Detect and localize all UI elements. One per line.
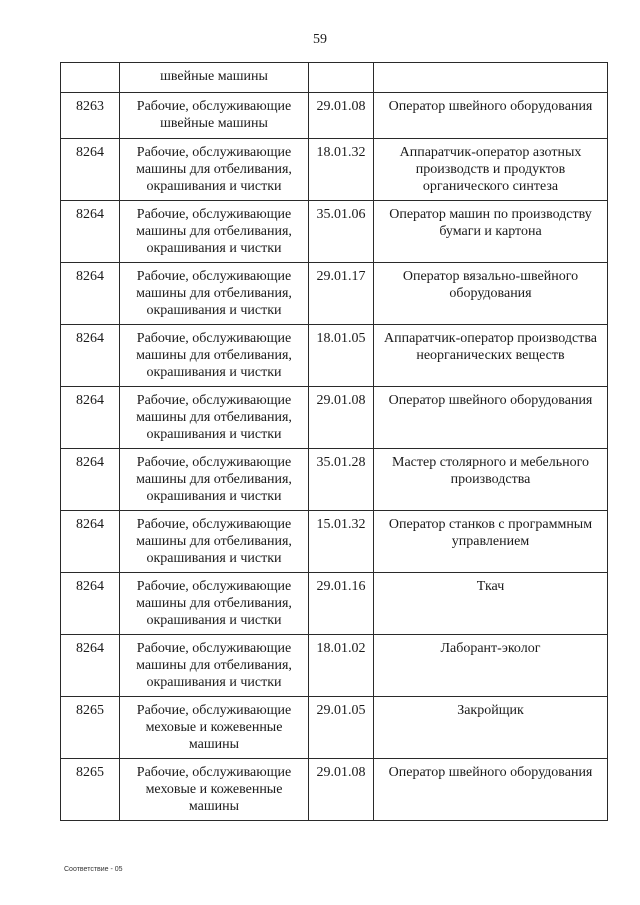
code-cell: 8265 [61,697,120,759]
group-cell: Рабочие, обслуживающие машины для отбеливания, окрашивания и чистки [120,573,309,635]
code-cell: 8264 [61,325,120,387]
okz-code-cell: 35.01.06 [309,201,374,263]
table-row [61,635,608,697]
code-cell: 8264 [61,573,120,635]
okz-code-cell: 29.01.08 [309,93,374,139]
code-cell: 8264 [61,387,120,449]
table-row [61,325,608,387]
group-cell: Рабочие, обслуживающие машины для отбеливания, окрашивания и чистки [120,511,309,573]
profession-cell [374,63,608,93]
okz-code-cell: 15.01.32 [309,511,374,573]
group-cell: Рабочие, обслуживающие меховые и кожевенные машины [120,697,309,759]
code-cell: 8264 [61,139,120,201]
group-cell: швейные машины [120,63,309,93]
table-row [61,759,608,821]
profession-cell: Оператор машин по производству бумаги и картона [374,201,608,263]
group-cell: Рабочие, обслуживающие швейные машины [120,93,309,139]
group-cell: Рабочие, обслуживающие меховые и кожевенные машины [120,759,309,821]
okz-code-cell: 29.01.05 [309,697,374,759]
table-row [61,263,608,325]
profession-cell: Лаборант-эколог [374,635,608,697]
table-row [61,63,608,93]
profession-cell: Оператор вязально-швейного оборудования [374,263,608,325]
okz-code-cell [309,63,374,93]
group-cell: Рабочие, обслуживающие машины для отбеливания, окрашивания и чистки [120,449,309,511]
okz-code-cell: 18.01.32 [309,139,374,201]
okz-code-cell: 18.01.02 [309,635,374,697]
profession-cell: Закройщик [374,697,608,759]
profession-cell: Аппаратчик-оператор производства неорганических веществ [374,325,608,387]
okz-code-cell: 29.01.17 [309,263,374,325]
profession-cell: Оператор станков с программным управлением [374,511,608,573]
profession-cell: Оператор швейного оборудования [374,93,608,139]
code-cell: 8264 [61,635,120,697]
page-number: 59 [313,32,327,47]
table-row [61,93,608,139]
profession-cell: Аппаратчик-оператор азотных производств и продуктов органического синтеза [374,139,608,201]
code-cell: 8264 [61,201,120,263]
group-cell: Рабочие, обслуживающие машины для отбеливания, окрашивания и чистки [120,387,309,449]
table-row [61,387,608,449]
table-row [61,697,608,759]
group-cell: Рабочие, обслуживающие машины для отбеливания, окрашивания и чистки [120,635,309,697]
table-row [61,449,608,511]
group-cell: Рабочие, обслуживающие машины для отбеливания, окрашивания и чистки [120,325,309,387]
okz-code-cell: 29.01.16 [309,573,374,635]
okz-code-cell: 18.01.05 [309,325,374,387]
table-row [61,201,608,263]
code-cell: 8264 [61,511,120,573]
code-cell: 8265 [61,759,120,821]
profession-table [60,62,608,821]
code-cell: 8264 [61,263,120,325]
code-cell [61,63,120,93]
code-cell: 8264 [61,449,120,511]
table-row [61,139,608,201]
profession-cell: Оператор швейного оборудования [374,759,608,821]
okz-code-cell: 35.01.28 [309,449,374,511]
profession-cell: Оператор швейного оборудования [374,387,608,449]
profession-cell: Мастер столярного и мебельного производства [374,449,608,511]
okz-code-cell: 29.01.08 [309,387,374,449]
code-cell: 8263 [61,93,120,139]
profession-cell: Ткач [374,573,608,635]
footer-note: Соответствие - 05 [64,866,123,873]
okz-code-cell: 29.01.08 [309,759,374,821]
table-row [61,511,608,573]
table-row [61,573,608,635]
group-cell: Рабочие, обслуживающие машины для отбеливания, окрашивания и чистки [120,263,309,325]
group-cell: Рабочие, обслуживающие машины для отбеливания, окрашивания и чистки [120,139,309,201]
group-cell: Рабочие, обслуживающие машины для отбеливания, окрашивания и чистки [120,201,309,263]
